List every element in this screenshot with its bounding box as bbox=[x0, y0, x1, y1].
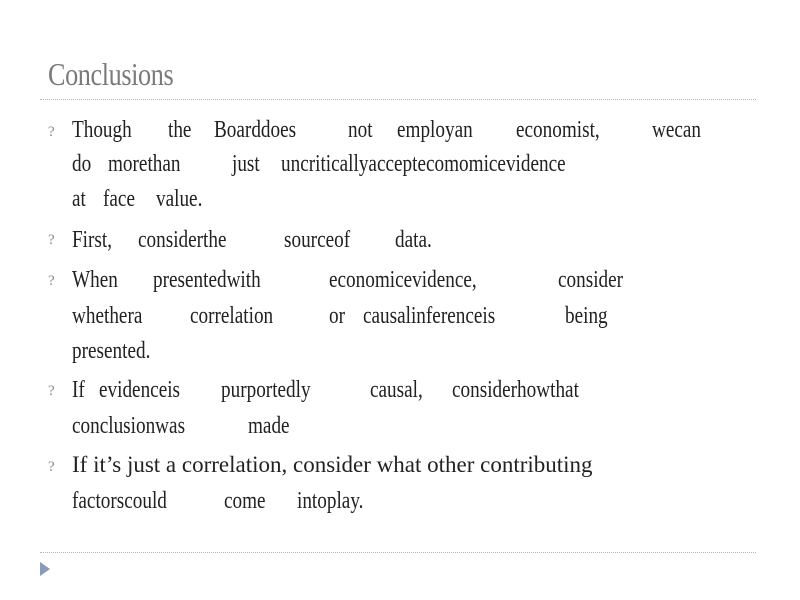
bullet-text: or bbox=[329, 303, 345, 329]
bullet-text: the bbox=[168, 117, 192, 143]
bullet-text: just bbox=[232, 151, 260, 177]
bullet-text: considerhowthat bbox=[452, 377, 579, 403]
bullet-text: Though bbox=[72, 117, 132, 143]
bullet-text: correlation bbox=[190, 303, 274, 329]
bullet-text: come bbox=[224, 488, 266, 514]
bullet-text: presentedwith bbox=[153, 267, 261, 293]
bullet-marker: ? bbox=[48, 124, 55, 140]
slide-title: Conclusions bbox=[48, 56, 174, 92]
bullet-text: employan bbox=[397, 117, 473, 143]
bullet-text: intoplay. bbox=[297, 488, 364, 514]
bullet-text: When bbox=[72, 267, 118, 293]
bullet-text: made bbox=[248, 413, 290, 439]
bullet-text: morethan bbox=[108, 151, 181, 177]
bullet-text: evidenceis bbox=[99, 377, 181, 403]
bullet-text: consider bbox=[558, 267, 624, 293]
bullet-text: If it’s just a correlation, consider what other contributing bbox=[72, 452, 593, 477]
bullet-text: First, bbox=[72, 227, 113, 253]
bullet-text: not bbox=[348, 117, 373, 143]
bullet-text: factorscould bbox=[72, 488, 167, 514]
bullet-marker: ? bbox=[48, 273, 55, 289]
bullet-text: conclusionwas bbox=[72, 413, 186, 439]
bullet-text: data. bbox=[395, 227, 432, 253]
bullet-text: considerthe bbox=[138, 227, 227, 253]
bullet-marker: ? bbox=[48, 459, 55, 475]
triangle-right-icon[interactable] bbox=[40, 562, 50, 576]
footer-divider bbox=[40, 552, 756, 553]
bullet-text: Boarddoes bbox=[214, 117, 297, 143]
bullet-text: at bbox=[72, 186, 86, 212]
bullet-text: whethera bbox=[72, 303, 143, 329]
bullet-text: economicevidence, bbox=[329, 267, 477, 293]
bullet-marker: ? bbox=[48, 232, 55, 248]
bullet-marker: ? bbox=[48, 383, 55, 399]
bullet-text: purportedly bbox=[221, 377, 311, 403]
bullet-text: face bbox=[103, 186, 135, 212]
bullet-text: If bbox=[72, 377, 85, 403]
bullet-text: uncriticallyacceptecomomicevidence bbox=[281, 151, 566, 177]
bullet-text: causal, bbox=[370, 377, 423, 403]
bullet-text: being bbox=[565, 303, 608, 329]
bullet-text: value. bbox=[156, 186, 203, 212]
bullet-text: presented. bbox=[72, 338, 151, 364]
bullet-text: wecan bbox=[652, 117, 702, 143]
bullet-text: economist, bbox=[516, 117, 600, 143]
bullet-text: do bbox=[72, 151, 92, 177]
bullet-text: sourceof bbox=[284, 227, 351, 253]
bullet-text: causalinferenceis bbox=[363, 303, 496, 329]
